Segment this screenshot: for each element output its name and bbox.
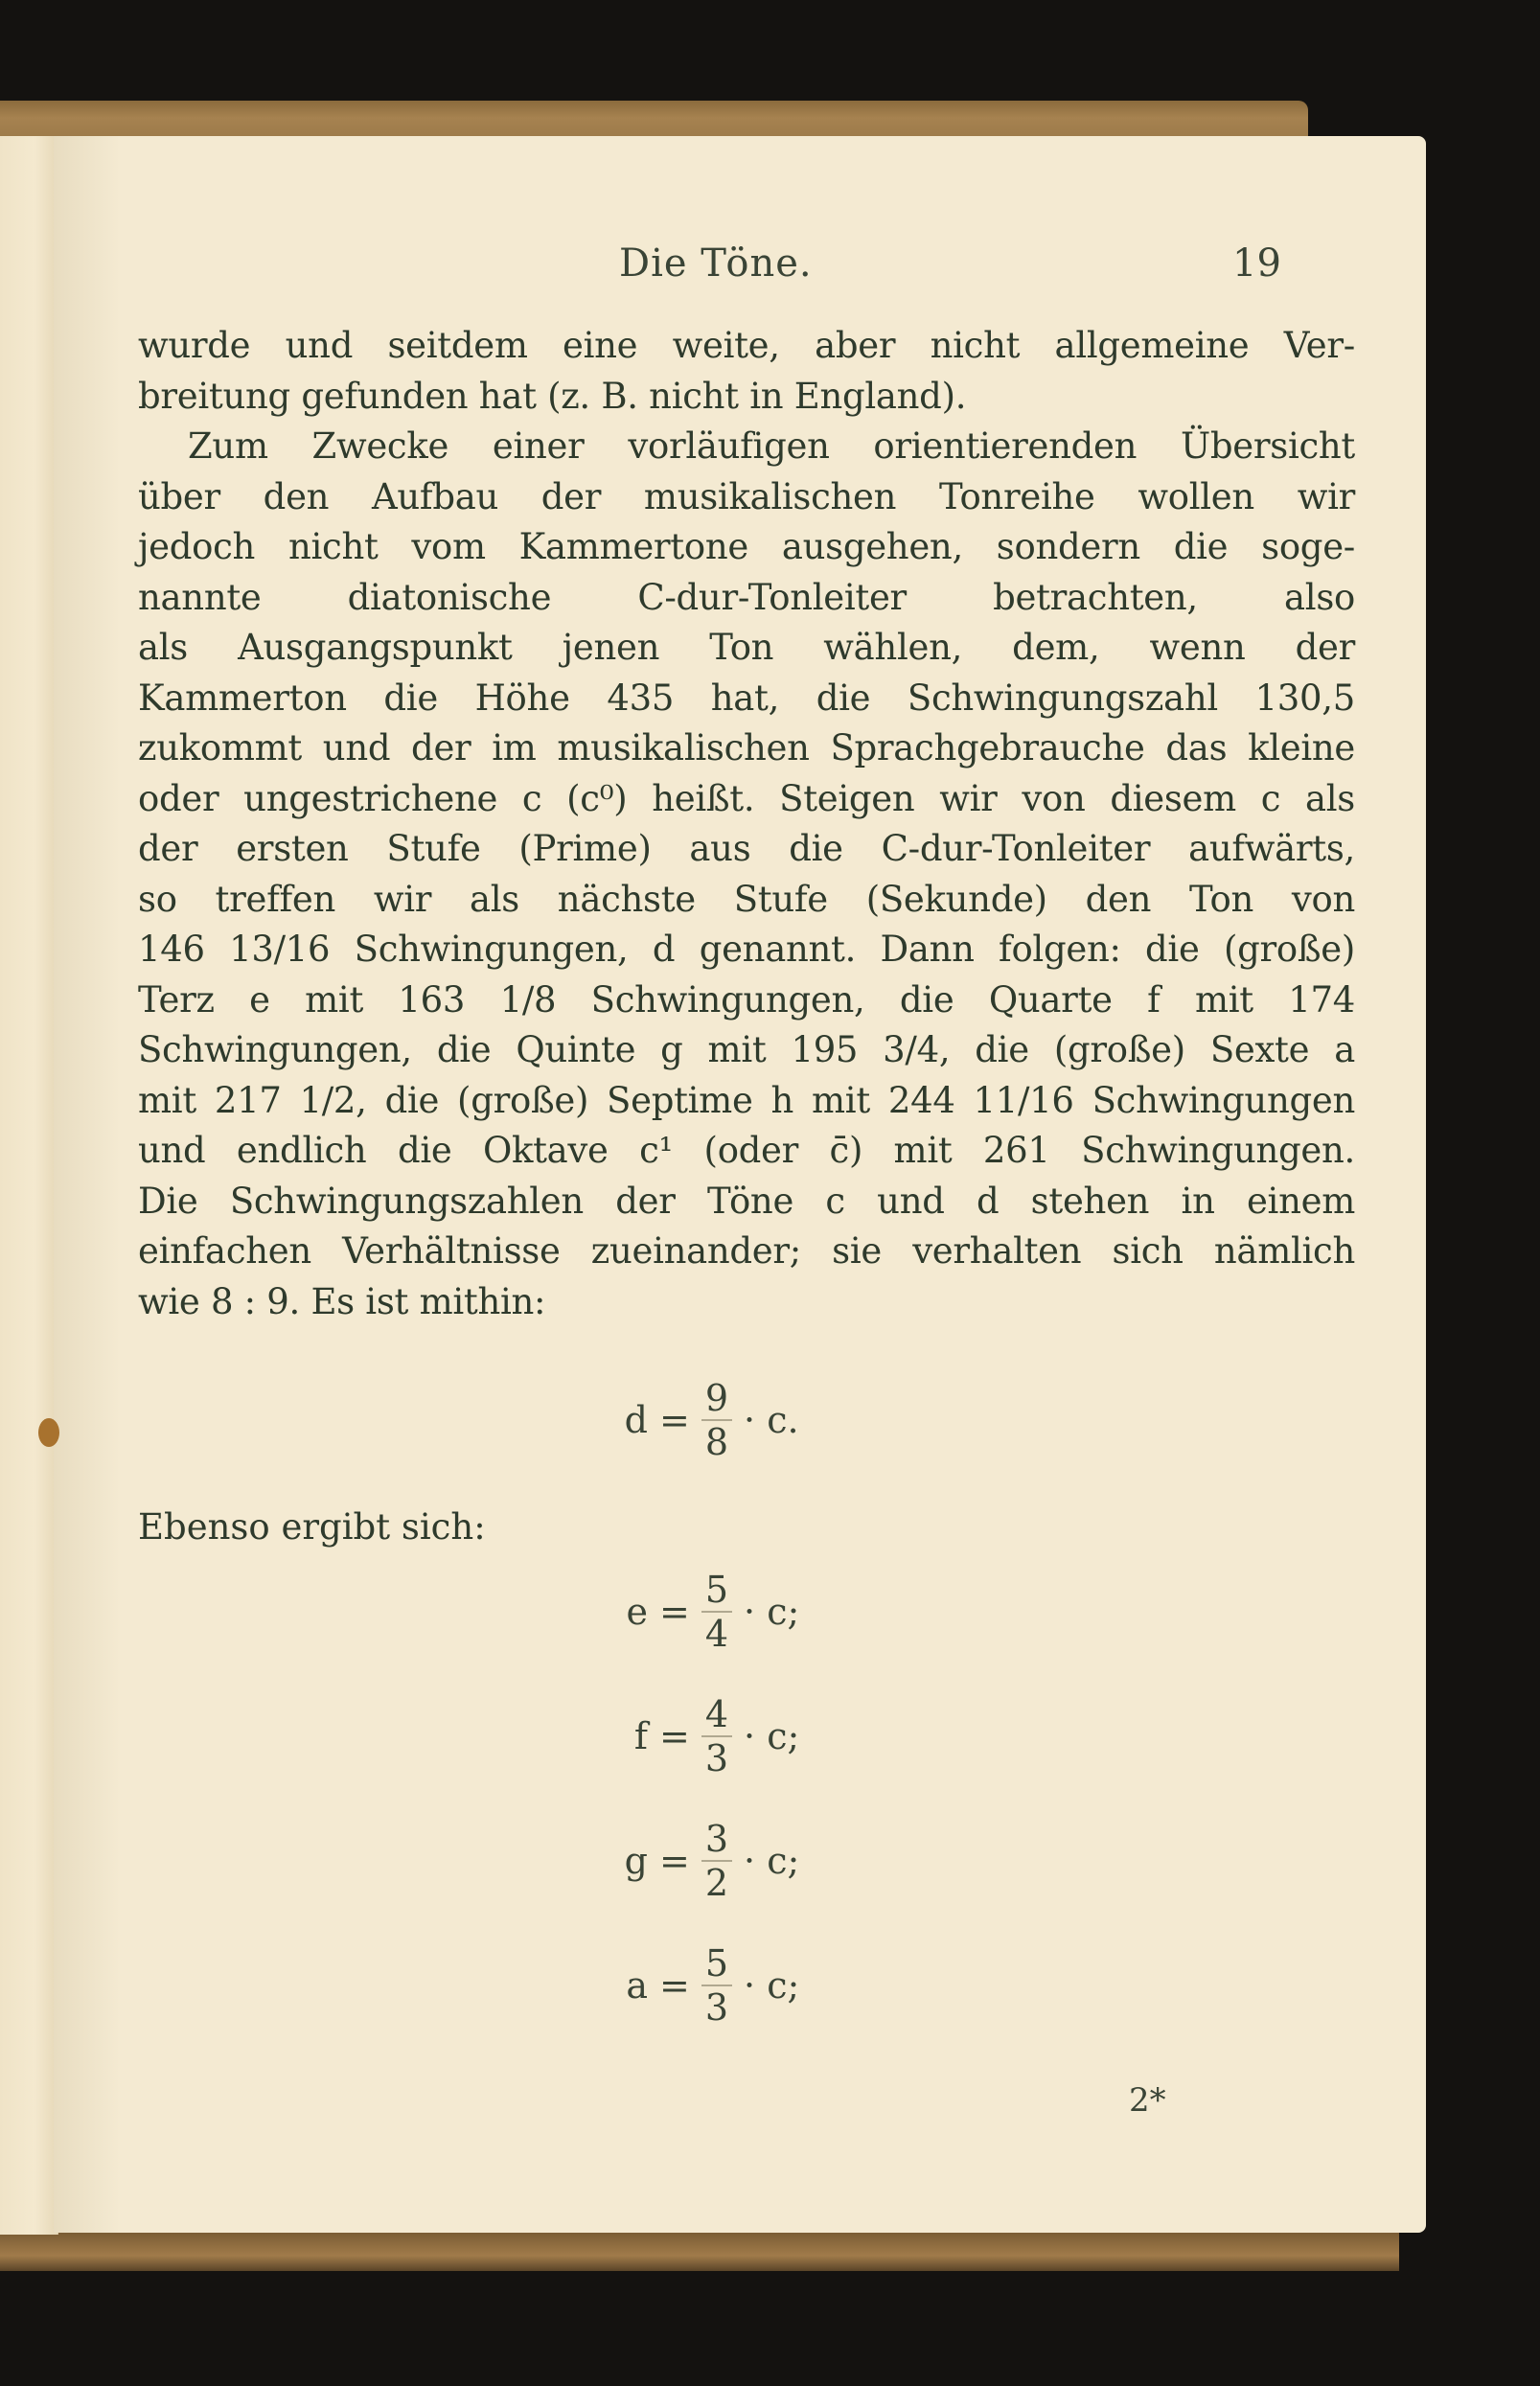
text-line: Die Schwingungszahlen der Töne c und d stehen in einem [138,1180,1355,1222]
text-line: zukommt und der im musikalischen Sprachgebrauche das kleine [138,727,1355,769]
text-line: Schwingungen, die Quinte g mit 195 3/4, die (große) Sexte a [138,1029,1355,1070]
facing-page-edge [0,136,58,2235]
equation-rhs: · c; [744,1591,800,1633]
numerator: 5 [701,1942,732,1986]
text-line: so treffen wir als nächste Stufe (Sekunde) den Ton von [138,878,1355,920]
equation-a [609,1942,799,2029]
numerator: 4 [701,1693,732,1737]
text-line: über den Aufbau der musikalischen Tonreihe wollen wir [138,475,1355,517]
book-page [54,136,1426,2233]
text-line: Terz e mit 163 1/8 Schwingungen, die Quarte f mit 174 [138,978,1355,1021]
running-head [54,241,1426,299]
denominator: 3 [704,1986,729,2029]
text-line: einfachen Verhältnisse zueinander; sie verhalten sich nämlich [138,1230,1355,1272]
equation-f [609,1693,799,1779]
equation-lhs: e [626,1591,648,1633]
equation-g [609,1818,799,1904]
equals-sign: = [659,1964,690,2007]
equation-lhs: a [626,1964,648,2007]
text-line: Zum Zwecke einer vorläufigen orientierenden Übersicht [188,425,1355,467]
text-line: wurde und seitdem eine weite, aber nicht allgemeine Ver- [138,325,1355,366]
text-line: jedoch nicht vom Kammertone ausgehen, sondern die soge- [138,526,1355,567]
equals-sign: = [659,1840,690,1882]
equals-sign: = [659,1399,690,1441]
equation-lhs: d [624,1399,648,1441]
numerator: 9 [701,1377,732,1421]
text-line: Kammerton die Höhe 435 hat, die Schwingungszahl 130,5 [138,677,1355,719]
equation-rhs: · c. [744,1399,799,1441]
text-line: 146 13/16 Schwingungen, d genannt. Dann folgen: die (große) [138,929,1355,970]
equation-e [609,1569,799,1655]
text-line: oder ungestrichene c (c⁰) heißt. Steigen wir von diesem c als [138,777,1355,819]
denominator: 8 [704,1421,729,1463]
text-line: als Ausgangspunkt jenen Ton wählen, dem, wenn der [138,627,1355,668]
equation-rhs: · c; [744,1964,800,2007]
equation-d [609,1377,799,1463]
numerator: 3 [701,1818,732,1862]
text-line: mit 217 1/2, die (große) Septime h mit 244 11/16 Schwingungen [138,1079,1355,1121]
text-line: der ersten Stufe (Prime) aus die C-dur-Tonleiter aufwärts, [138,828,1355,869]
equals-sign: = [659,1715,690,1757]
fraction [701,1693,732,1779]
denominator: 3 [704,1737,729,1779]
ebenso-line: Ebenso ergibt sich: [138,1506,486,1548]
body-text [138,321,1355,1327]
fraction [701,1942,732,2029]
fraction [701,1377,732,1463]
text-line: breitung gefunden hat (z. B. nicht in England). [138,375,967,417]
denominator: 4 [704,1613,729,1655]
equals-sign: = [659,1591,690,1633]
text-line: wie 8 : 9. Es ist mithin: [138,1280,546,1322]
numerator: 5 [701,1569,732,1613]
signature-mark: 2* [1129,2081,1166,2120]
denominator: 2 [704,1862,729,1904]
equation-rhs: · c; [744,1840,800,1882]
running-title: Die Töne. [619,241,813,286]
equation-rhs: · c; [744,1715,800,1757]
equation-lhs: f [633,1715,648,1757]
book-cover-bottom-edge [0,2233,1399,2271]
fraction [701,1569,732,1655]
page-number: 19 [1232,241,1281,286]
text-line: und endlich die Oktave c¹ (oder c̄) mit 261 Schwingungen. [138,1130,1355,1171]
equation-lhs: g [624,1840,648,1882]
text-line: nannte diatonische C-dur-Tonleiter betrachten, also [138,576,1355,618]
fraction [701,1818,732,1904]
paper-stain [38,1418,59,1447]
